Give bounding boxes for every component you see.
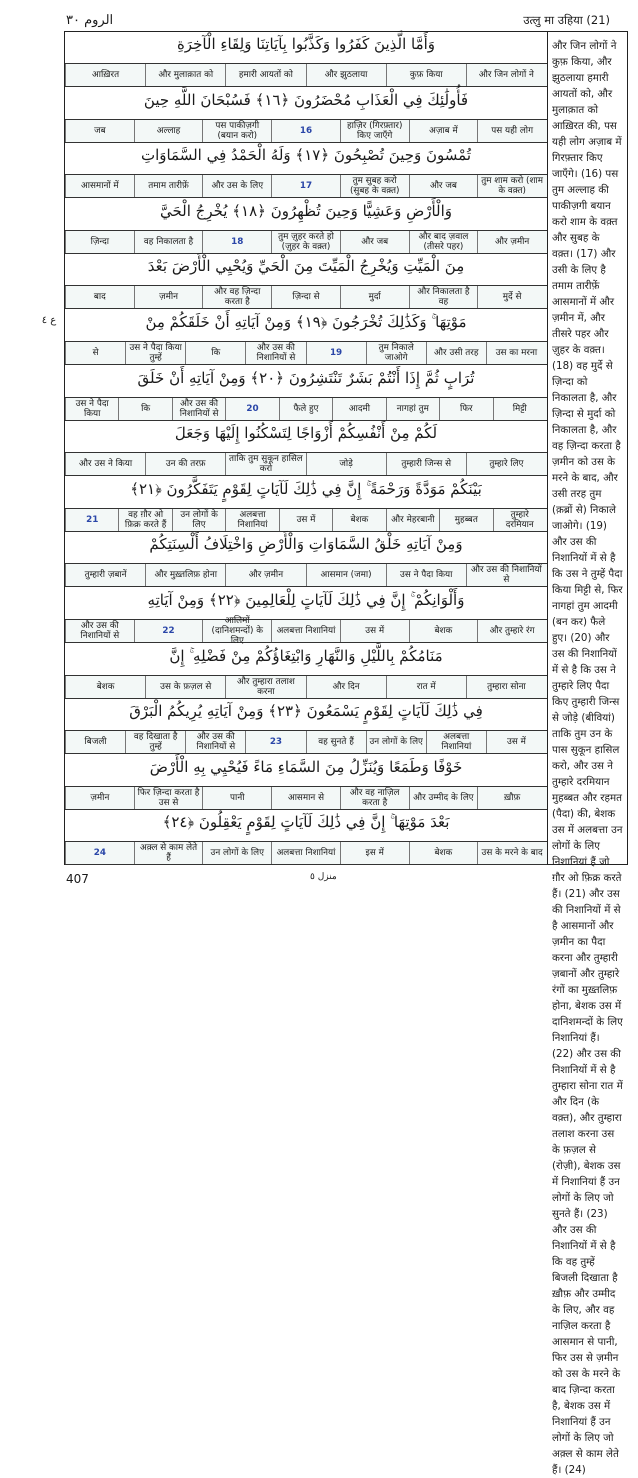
gloss-cell: और तुम्हारा तलाश करना bbox=[225, 676, 305, 698]
gloss-cell: उन की तरफ़ bbox=[145, 453, 225, 475]
gloss-cell: मुर्दे से bbox=[477, 286, 546, 308]
gloss-cell: उस का मरना bbox=[486, 342, 546, 364]
gloss-cell: आसमान (जमा) bbox=[306, 564, 386, 586]
ayah-line bbox=[65, 310, 547, 344]
manzil-label: منزل ٥ bbox=[310, 872, 337, 882]
ayah-line bbox=[65, 421, 547, 455]
gloss-cell: पानी bbox=[202, 787, 271, 809]
gloss-cell: और उस की निशानियों से bbox=[65, 620, 134, 642]
gloss-cell: ताकि तुम सुकून हासिल करो bbox=[225, 453, 305, 475]
gloss-cell: और वह नाज़िल करता है bbox=[340, 787, 409, 809]
gloss-cell: इस में bbox=[340, 842, 409, 864]
gloss-cell: और ज़मीन bbox=[225, 564, 305, 586]
arabic-header-title: الروم ٣٠ bbox=[66, 13, 114, 28]
gloss-cell: तुम्हारी ज़बानें bbox=[65, 564, 145, 586]
gloss-cell: ज़िन्दा से bbox=[271, 286, 340, 308]
gloss-cell: तुम शाम करो (शाम के वक़्त) bbox=[477, 175, 546, 197]
ayah-text: لَكُمْ مِنْ أَنْفُسِكُمْ أَزْوَاجًا لِتَسْكُنُوا إِلَيْهَا وَجَعَلَ bbox=[174, 424, 438, 443]
gloss-cell: बेशक bbox=[409, 842, 478, 864]
gloss-cell: और बाद ज़वाल (तीसरे पहर) bbox=[409, 231, 478, 253]
gloss-cell: जब bbox=[65, 120, 134, 142]
gloss-cell: तुम्हारा सोना bbox=[466, 676, 546, 698]
gloss-row bbox=[65, 63, 547, 87]
ayah-line bbox=[65, 588, 547, 622]
gloss-row bbox=[65, 675, 547, 699]
gloss-cell: 19 bbox=[306, 342, 366, 364]
gloss-cell: 23 bbox=[245, 731, 305, 753]
gloss-cell: उस में bbox=[279, 509, 332, 531]
gloss-cell: तुम ज़ुहर करते हो (ज़ुहर के वक़्त) bbox=[271, 231, 340, 253]
ayah-line bbox=[65, 755, 547, 789]
gloss-cell: तुम्हारे लिए bbox=[466, 453, 546, 475]
gloss-cell: और मेहरबानी bbox=[386, 509, 439, 531]
ayah-line bbox=[65, 254, 547, 288]
gloss-cell: और उस की निशानियों से bbox=[172, 398, 225, 420]
gloss-cell: और जब bbox=[409, 175, 478, 197]
gloss-cell: कुफ़ किया bbox=[386, 64, 466, 86]
gloss-row bbox=[65, 452, 547, 476]
gloss-cell: अलबत्ता निशानियां bbox=[225, 509, 278, 531]
gloss-cell: आसमान से bbox=[271, 787, 340, 809]
gloss-cell: पस पाकीज़गी (बयान करो) bbox=[202, 120, 271, 142]
gloss-row bbox=[65, 563, 547, 587]
ayah-text: مَنَامُكُمْ بِاللَّيْلِ وَالنَّهَارِ وَابْتِغَاؤُكُمْ مِنْ فَضْلِهِ ۚ إِنَّ bbox=[169, 646, 443, 665]
translation-text: और जिन लोगों ने कुफ़ किया, और झुठलाया हमारी आयतों को, और मुलाक़ात को आख़िरत की, पस यही लोग अज़ाब में गिरफ़्तार किए जाएँगे। (16) पस तुम अल्लाह की पाकीज़गी बयान करो शाम के वक़्त और सुबह के वक़्त। (17) और उसी के लिए है तमाम तारीफ़ें आसमानों में और ज़मीन में, और तीसरे पहर और ज़ुहर के वक़्त। (18) वह मुर्दे से ज़िन्दा को निकालता है, और ज़िन्दा से मुर्दा को निकालता है, और वह ज़िन्दा करता है ज़मीन को उस के मरने के बाद, और उसी तरह तुम (क़ब्रों से) निकाले जाओगे। (19) और उस की निशानियों में से है कि उस ने तुम्हें पैदा किया मिट्टी से, फिर नागहां तुम आदमी (बन कर) फैले हुए। (20) और उस की निशानियों में से है कि उस ने तुम्हारे लिए पैदा किए तुम्हारी जिन्स से जोड़े (बीवियां) ताकि तुम उन के पास सुकून हासिल करो, और उस ने तुम्हारे दरमियान मुहब्बत और रहमत (पैदा) की, बेशक उस में अलबत्ता उन लोगों के लिए निशानियां हैं जो ग़ौर ओ फ़िक्र करते हैं। (21) और उस की निशानियों में से है आसमानों और ज़मीन का पैदा करना और तुम्हारी ज़बानों और तुम्हारे रंगों का मुख़्तलिफ़ होना, बेशक उस में दानिशमन्दों के लिए निशानियां हैं। (22) और उस की निशानियों में से है तुम्हारा सोना रात में और दिन (के वक़्त), और तुम्हारा तलाश करना उस के फ़ज़ल से (रोज़ी), बेशक उस में निशानियां हैं उन लोगों के लिए जो सुनते हैं। (23) और उस की निशानियों में से है कि वह तुम्हें बिजली दिखाता है ख़ौफ़ और उम्मीद के लिए, और वह नाज़िल करता है आसमान से पानी, फिर उस से ज़मीन को उस के मरने के बाद ज़िन्दा करता है, बेशक उस में निशानियां हैं उन लोगों के लिए जो अक़्ल से काम लेते हैं। (24) bbox=[552, 40, 623, 1476]
gloss-cell: वह सुनते हैं bbox=[306, 731, 366, 753]
gloss-cell: तुम्हारी जिन्स से bbox=[386, 453, 466, 475]
gloss-cell: आसमानों में bbox=[65, 175, 134, 197]
gloss-cell: और ज़मीन bbox=[477, 231, 546, 253]
ayah-text: فِي ذَٰلِكَ لَآيَاتٍ لِقَوْمٍ يَسْمَعُونَ ﴿٢٣﴾ وَمِنْ آيَاتِهِ يُرِيكُمُ الْبَرْقَ bbox=[129, 702, 483, 721]
ayah-line bbox=[65, 32, 547, 66]
gloss-cell: अक़्ल से काम लेते हैं bbox=[134, 842, 203, 864]
gloss-cell: और उम्मीद के लिए bbox=[409, 787, 478, 809]
gloss-cell: फिर bbox=[439, 398, 492, 420]
gloss-cell: बाद bbox=[65, 286, 134, 308]
gloss-cell: 22 bbox=[134, 620, 203, 642]
ayah-line bbox=[65, 143, 547, 177]
gloss-cell: ज़मीन bbox=[134, 286, 203, 308]
gloss-row bbox=[65, 508, 547, 532]
gloss-cell: अज़ाब में bbox=[409, 120, 478, 142]
gloss-cell: और तुम्हारे रंग bbox=[477, 620, 546, 642]
gloss-cell: और उस की निशानियों से bbox=[185, 731, 245, 753]
gloss-cell: और उस ने किया bbox=[65, 453, 145, 475]
gloss-cell: 17 bbox=[271, 175, 340, 197]
translation-panel bbox=[548, 31, 628, 1476]
gloss-cell: उन लोगों के लिए bbox=[172, 509, 225, 531]
gloss-cell: 16 bbox=[271, 120, 340, 142]
gloss-row bbox=[65, 841, 547, 865]
ayah-line bbox=[65, 199, 547, 233]
gloss-cell: और उस की निशानियों से bbox=[466, 564, 546, 586]
gloss-cell: उन लोगों के लिए bbox=[202, 842, 271, 864]
gloss-cell: नागहां तुम bbox=[386, 398, 439, 420]
gloss-cell: और निकालता है वह bbox=[409, 286, 478, 308]
gloss-cell: उस के फ़ज़ल से bbox=[145, 676, 225, 698]
gloss-cell: बेशक bbox=[409, 620, 478, 642]
gloss-cell: 21 bbox=[65, 509, 118, 531]
gloss-cell: आदमी bbox=[332, 398, 385, 420]
gloss-cell: और झुठलाया bbox=[306, 64, 386, 86]
page-header bbox=[0, 0, 638, 34]
gloss-cell: तुम सुबह करो (सुबह के वक़्त) bbox=[340, 175, 409, 197]
gloss-cell: हाज़िर (गिरफ़्तार) किए जाएँगे bbox=[340, 120, 409, 142]
gloss-row bbox=[65, 285, 547, 309]
ayah-text: بَعْدَ مَوْتِهَا ۚ إِنَّ فِي ذَٰلِكَ لَآيَاتٍ لِقَوْمٍ يَعْقِلُونَ ﴿٢٤﴾ bbox=[162, 813, 450, 832]
gloss-cell: और दिन bbox=[306, 676, 386, 698]
gloss-cell: आख़िरत bbox=[65, 64, 145, 86]
gloss-cell: मुर्दा bbox=[340, 286, 409, 308]
ayah-text: فَأُولَٰئِكَ فِي الْعَذَابِ مُحْضَرُونَ ﴿١٦﴾ فَسُبْحَانَ اللَّهِ حِينَ bbox=[143, 90, 469, 109]
gloss-cell: वह ग़ौर ओ फ़िक्र करते हैं bbox=[118, 509, 171, 531]
gloss-cell: उस में bbox=[486, 731, 546, 753]
gloss-cell: से bbox=[65, 342, 125, 364]
gloss-cell: ज़मीन bbox=[65, 787, 134, 809]
gloss-cell: और मुलाक़ात को bbox=[145, 64, 225, 86]
gloss-cell: उस में bbox=[340, 620, 409, 642]
page-footer bbox=[0, 872, 638, 896]
gloss-cell: उन लोगों के लिए bbox=[366, 731, 426, 753]
quran-text-frame bbox=[64, 31, 548, 865]
gloss-row bbox=[65, 730, 547, 754]
gloss-cell: अलबत्ता निशानियां bbox=[426, 731, 486, 753]
ayah-text: خَوْفًا وَطَمَعًا وَيُنَزِّلُ مِنَ السَّمَاءِ مَاءً فَيُحْيِي بِهِ الْأَرْضَ bbox=[149, 757, 463, 776]
gloss-cell: पस यही लोग bbox=[477, 120, 546, 142]
ayah-text: مَوْتِهَا ۚ وَكَذَٰلِكَ تُخْرَجُونَ ﴿١٩﴾ وَمِنْ آيَاتِهِ أَنْ خَلَقَكُمْ مِنْ bbox=[145, 313, 467, 331]
gloss-cell: बेशक bbox=[332, 509, 385, 531]
gloss-cell: अलबत्ता निशानियां bbox=[271, 620, 340, 642]
gloss-row bbox=[65, 786, 547, 810]
gloss-cell: और उस के लिए bbox=[202, 175, 271, 197]
hindi-header-title: उत्लु मा उहिया (21) bbox=[523, 13, 610, 27]
gloss-cell: ज़िन्दा bbox=[65, 231, 134, 253]
gloss-row bbox=[65, 119, 547, 143]
gloss-row bbox=[65, 174, 547, 198]
gloss-cell: और उसी तरह bbox=[426, 342, 486, 364]
page-number: 407 bbox=[66, 872, 89, 886]
gloss-cell: मुहब्बत bbox=[439, 509, 492, 531]
gloss-cell: वह निकालता है bbox=[134, 231, 203, 253]
gloss-cell: बेशक bbox=[65, 676, 145, 698]
gloss-cell: कि bbox=[118, 398, 171, 420]
gloss-cell: तुम निकाले जाओगे bbox=[366, 342, 426, 364]
ayah-line bbox=[65, 477, 547, 511]
gloss-cell: मिट्टी bbox=[493, 398, 546, 420]
gloss-cell: हमारी आयतों को bbox=[225, 64, 305, 86]
ayah-line bbox=[65, 810, 547, 844]
ayah-text: بَيْنَكُمْ مَوَدَّةً وَرَحْمَةً ۚ إِنَّ فِي ذَٰلِكَ لَآيَاتٍ لِقَوْمٍ يَتَفَكَّرُونَ ﴿٢١﴾ bbox=[130, 479, 482, 498]
gloss-cell: कि bbox=[185, 342, 245, 364]
gloss-row bbox=[65, 230, 547, 254]
gloss-cell: रात में bbox=[386, 676, 466, 698]
gloss-cell: फिर ज़िन्दा करता है उस से bbox=[134, 787, 203, 809]
ayah-line bbox=[65, 532, 547, 566]
gloss-cell: उस ने पैदा किया तुम्हें bbox=[125, 342, 185, 364]
ayah-text: وَأَلْوَانِكُمْ ۚ إِنَّ فِي ذَٰلِكَ لَآيَاتٍ لِلْعَالِمِينَ ﴿٢٢﴾ وَمِنْ آيَاتِهِ bbox=[147, 591, 465, 609]
gloss-cell: जोड़े bbox=[306, 453, 386, 475]
gloss-cell: और मुख़्तलिफ़ होना bbox=[145, 564, 225, 586]
gloss-cell: बिजली bbox=[65, 731, 125, 753]
ruku-margin-note: ع ٤ bbox=[41, 315, 57, 326]
ayah-line bbox=[65, 366, 547, 400]
gloss-cell: अलबत्ता निशानियां bbox=[271, 842, 340, 864]
ayah-line bbox=[65, 88, 547, 122]
gloss-cell: उस ने पैदा किया bbox=[386, 564, 466, 586]
gloss-cell: आलिमों (दानिशमन्दों) के लिए bbox=[202, 620, 271, 642]
gloss-row bbox=[65, 341, 547, 365]
gloss-cell: तमाम तारीफ़ें bbox=[134, 175, 203, 197]
ayah-text: تُمْسُونَ وَحِينَ تُصْبِحُونَ ﴿١٧﴾ وَلَهُ الْحَمْدُ فِي السَّمَاوَاتِ bbox=[140, 146, 472, 165]
gloss-cell: उस के मरने के बाद bbox=[477, 842, 546, 864]
gloss-row bbox=[65, 616, 547, 646]
gloss-cell: और जिन लोगों ने bbox=[466, 64, 546, 86]
gloss-cell: तुम्हारे दरमियान bbox=[493, 509, 546, 531]
ayah-line bbox=[65, 699, 547, 733]
gloss-cell: 24 bbox=[65, 842, 134, 864]
ayah-line bbox=[65, 644, 547, 678]
gloss-row bbox=[65, 397, 547, 421]
ayah-text: وَأَمَّا الَّذِينَ كَفَرُوا وَكَذَّبُوا بِآيَاتِنَا وَلِقَاءِ الْآخِرَةِ bbox=[176, 35, 436, 53]
gloss-cell: उस ने पैदा किया bbox=[65, 398, 118, 420]
gloss-cell: 20 bbox=[225, 398, 278, 420]
ayah-text: تُرَابٍ ثُمَّ إِذَا أَنْتُمْ بَشَرٌ تَنْتَشِرُونَ ﴿٢٠﴾ وَمِنْ آيَاتِهِ أَنْ خَلَقَ bbox=[137, 368, 475, 387]
gloss-cell: अल्लाह bbox=[134, 120, 203, 142]
gloss-cell: फैले हुए bbox=[279, 398, 332, 420]
gloss-cell: वह दिखाता है तुम्हें bbox=[125, 731, 185, 753]
ayah-text: مِنَ الْمَيِّتِ وَيُخْرِجُ الْمَيِّتَ مِنَ الْحَيِّ وَيُحْيِي الْأَرْضَ بَعْدَ bbox=[147, 257, 465, 276]
ayah-text: وَالْأَرْضِ وَعَشِيًّا وَحِينَ تُظْهِرُونَ ﴿١٨﴾ يُخْرِجُ الْحَيَّ bbox=[159, 201, 453, 220]
gloss-cell: और वह ज़िन्दा करता है bbox=[202, 286, 271, 308]
gloss-cell: ख़ौफ़ bbox=[477, 787, 546, 809]
gloss-cell: 18 bbox=[202, 231, 271, 253]
ayah-text: وَمِنْ آيَاتِهِ خَلْقُ السَّمَاوَاتِ وَالْأَرْضِ وَاخْتِلَافُ أَلْسِنَتِكُمْ bbox=[149, 535, 463, 554]
gloss-cell: और उस की निशानियों से bbox=[245, 342, 305, 364]
gloss-cell: और जब bbox=[340, 231, 409, 253]
